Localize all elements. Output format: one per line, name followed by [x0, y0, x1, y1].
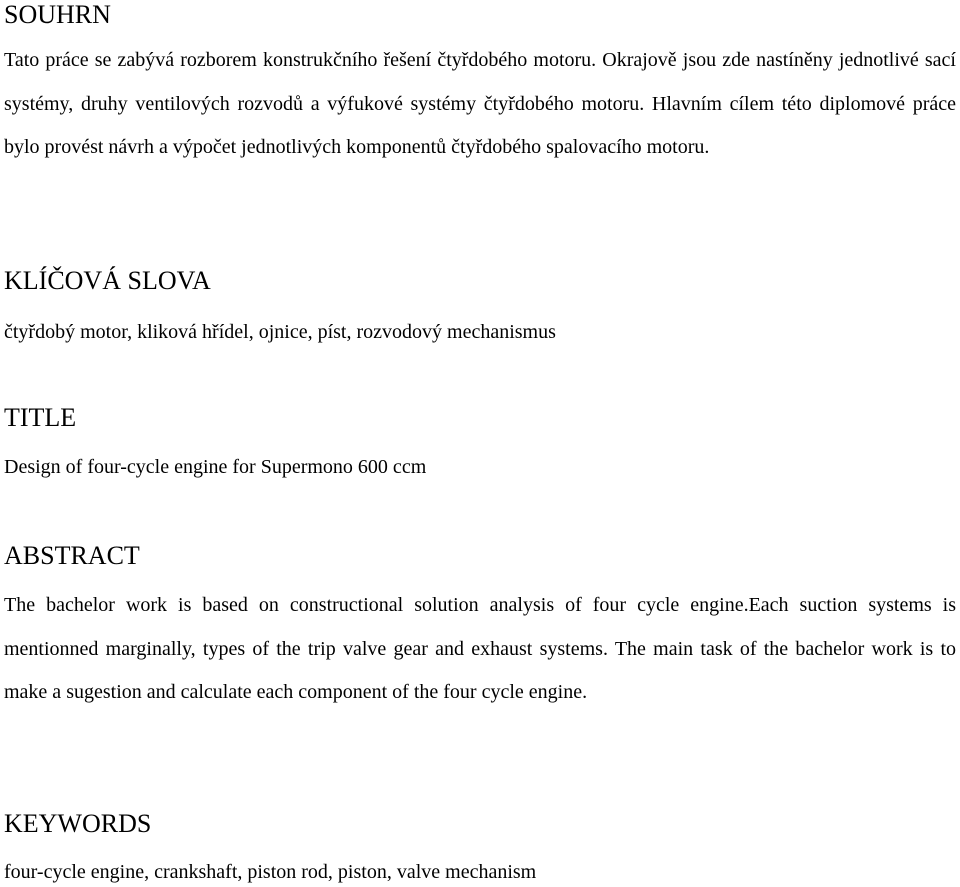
- keywords-text: four-cycle engine, crankshaft, piston rod, piston, valve mechanism: [4, 861, 537, 883]
- abstract-paragraph: The bachelor work is based on constructional solution analysis of four cycle engine.Each suction systems is mentionned marginally, types of the trip valve gear and exhaust systems. The main task of the bachelor work is to make a sugestion and calculate each component of the four cycle engine.: [4, 594, 956, 703]
- keywords-heading: KEYWORDS: [4, 809, 152, 838]
- souhrn-heading: SOUHRN: [4, 0, 111, 29]
- abstract-heading: ABSTRACT: [4, 541, 140, 570]
- souhrn-paragraph: Tato práce se zabývá rozborem konstrukčního řešení čtyřdobého motoru. Okrajově jsou zde nastíněny jednotlivé sací systémy, druhy ventilových rozvodů a výfukové systémy čtyřdobého motoru. Hlavním cílem této diplomové práce bylo provést návrh a výpočet jednotlivých komponentů čtyřdobého spalovacího motoru.: [4, 49, 956, 158]
- klicova-slova-text: čtyřdobý motor, kliková hřídel, ojnice, píst, rozvodový mechanismus: [4, 321, 556, 343]
- title-text: Design of four-cycle engine for Supermono 600 ccm: [4, 456, 427, 478]
- klicova-slova-heading: KLÍČOVÁ SLOVA: [4, 266, 211, 295]
- title-heading: TITLE: [4, 403, 77, 432]
